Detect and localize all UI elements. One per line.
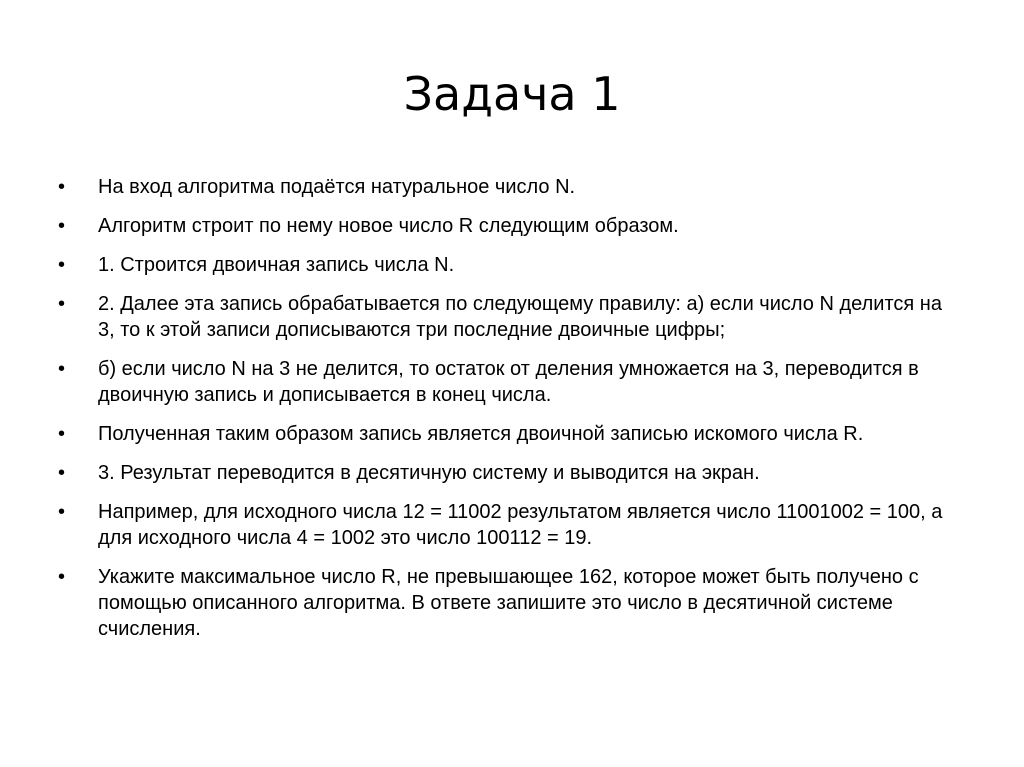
bullet-text: 3. Результат переводится в десятичную систему и выводится на экран. xyxy=(98,462,760,484)
bullet-text: Укажите максимальное число R, не превышающее 162, которое может быть получено с помощью описанного алгоритма. В ответе запишите это число в десятичной системе счисления. xyxy=(98,566,919,640)
bullet-icon: • xyxy=(58,215,66,237)
bullet-icon: • xyxy=(58,462,66,484)
bullet-icon: • xyxy=(58,293,66,315)
bullet-item xyxy=(58,421,958,447)
bullet-item xyxy=(58,564,958,642)
bullet-icon: • xyxy=(58,254,66,276)
bullet-icon: • xyxy=(58,423,66,445)
bullet-icon: • xyxy=(58,501,66,523)
bullet-text: Полученная таким образом запись является двоичной записью искомого числа R. xyxy=(98,423,864,445)
bullet-item xyxy=(58,356,958,408)
slide-title: Задача 1 xyxy=(403,67,621,121)
bullet-text: На вход алгоритма подаётся натуральное число N. xyxy=(98,176,576,198)
bullet-text: 1. Строится двоичная запись числа N. xyxy=(98,254,455,276)
bullet-item xyxy=(58,291,958,343)
bullet-item xyxy=(58,252,958,278)
bullet-text: б) если число N на 3 не делится, то остаток от деления умножается на 3, переводится в двоичную запись и дописывается в конец числа. xyxy=(98,358,919,406)
bullet-icon: • xyxy=(58,566,66,588)
bullet-icon: • xyxy=(58,358,66,380)
bullet-text: Например, для исходного числа 12 = 11002 результатом является число 11001002 = 100, а для исходного числа 4 = 1002 это число 100112 = 19. xyxy=(98,501,943,549)
bullet-list xyxy=(58,174,958,655)
bullet-item xyxy=(58,174,958,200)
bullet-text: 2. Далее эта запись обрабатывается по следующему правилу: а) если число N делится на 3, то к этой записи дописываются три последние двоичные цифры; xyxy=(98,293,942,341)
bullet-item xyxy=(58,213,958,239)
bullet-item xyxy=(58,460,958,486)
bullet-item xyxy=(58,499,958,551)
bullet-icon: • xyxy=(58,176,66,198)
bullet-text: Алгоритм строит по нему новое число R следующим образом. xyxy=(98,215,679,237)
